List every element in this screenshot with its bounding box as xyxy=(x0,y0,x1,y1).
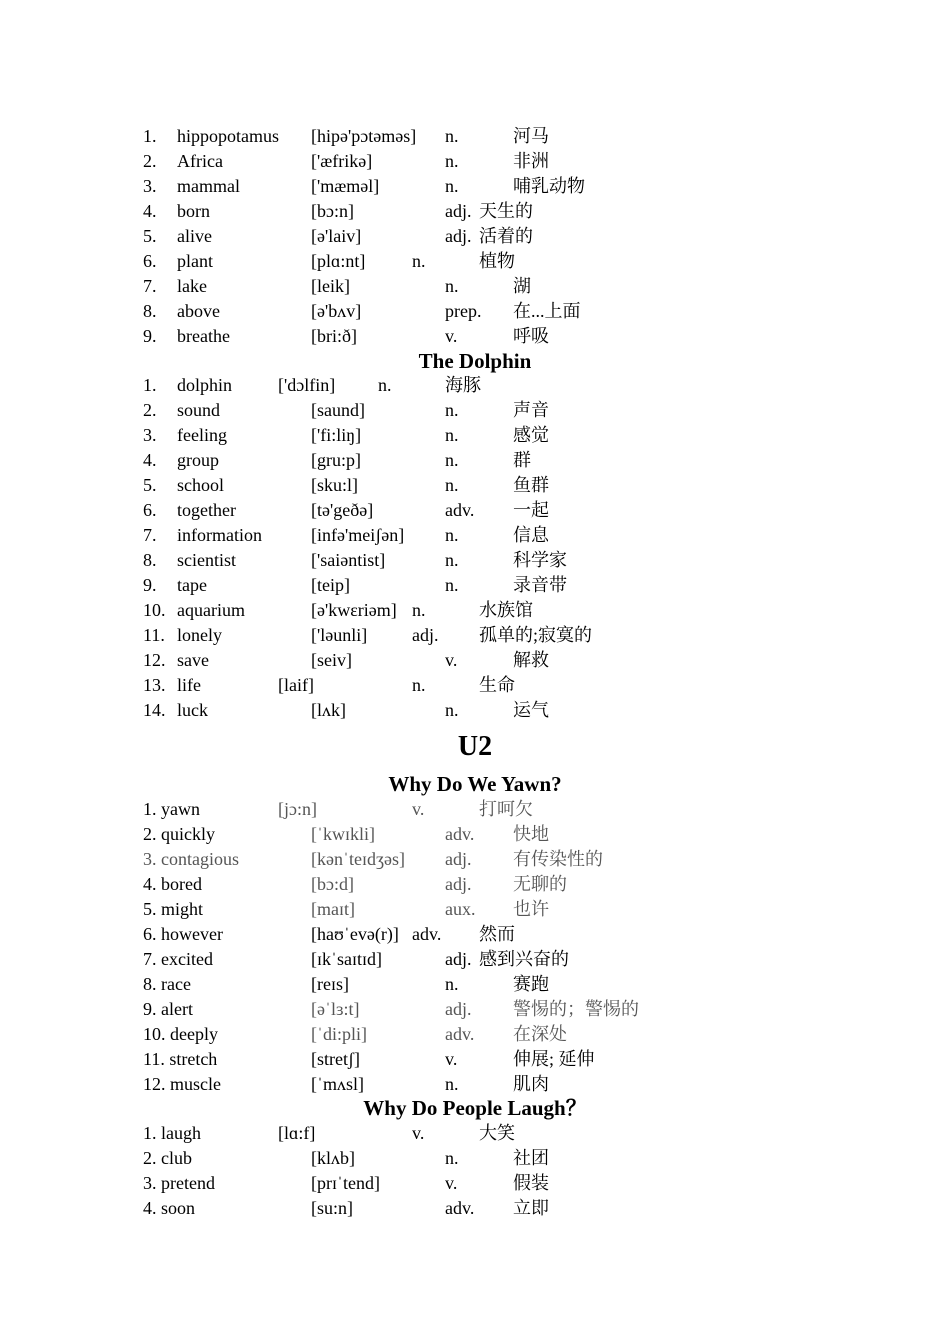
item-number: 14. xyxy=(143,700,166,720)
part-of-speech: v. xyxy=(412,799,425,819)
vocab-row xyxy=(0,947,950,972)
vocab-word: Africa xyxy=(177,151,223,171)
vocab-word: tape xyxy=(177,575,207,595)
vocab-row xyxy=(0,897,950,922)
meaning: 活着的 xyxy=(479,226,533,246)
part-of-speech: n. xyxy=(445,575,459,595)
vocab-row xyxy=(0,498,950,523)
part-of-speech: prep. xyxy=(445,301,482,321)
meaning: 有传染性的 xyxy=(513,849,603,869)
vocab-word: 12. muscle xyxy=(143,1074,221,1094)
vocab-word: save xyxy=(177,650,209,670)
meaning: 运气 xyxy=(513,700,549,720)
vocab-word: 8. race xyxy=(143,974,191,994)
meaning: 非洲 xyxy=(513,151,549,171)
part-of-speech: n. xyxy=(445,974,459,994)
vocab-word: group xyxy=(177,450,219,470)
part-of-speech: n. xyxy=(445,550,459,570)
vocab-word: alive xyxy=(177,226,212,246)
phonetic: [ə'kwɛriəm] xyxy=(311,600,397,620)
meaning: 然而 xyxy=(479,924,515,944)
phonetic: [ɪkˈsaɪtɪd] xyxy=(311,949,382,969)
phonetic: ['mæməl] xyxy=(311,176,380,196)
meaning: 打呵欠 xyxy=(479,799,533,819)
phonetic: [haʊˈevə(r)] xyxy=(311,924,399,944)
meaning: 植物 xyxy=(479,251,515,271)
part-of-speech: n. xyxy=(445,1074,459,1094)
vocab-row xyxy=(0,1196,950,1221)
phonetic: [prɪˈtend] xyxy=(311,1173,380,1193)
part-of-speech: v. xyxy=(445,1173,458,1193)
vocab-row xyxy=(0,623,950,648)
vocab-word: 3. contagious xyxy=(143,849,239,869)
vocab-word: school xyxy=(177,475,224,495)
meaning: 解救 xyxy=(513,650,549,670)
part-of-speech: adj. xyxy=(445,226,472,246)
part-of-speech: adj. xyxy=(445,874,472,894)
vocab-row xyxy=(0,847,950,872)
vocab-row xyxy=(0,398,950,423)
item-number: 2. xyxy=(143,400,157,420)
part-of-speech: n. xyxy=(445,700,459,720)
vocab-row xyxy=(0,124,950,149)
item-number: 4. xyxy=(143,201,157,221)
phonetic: [bɔ:d] xyxy=(311,874,354,894)
vocab-word: life xyxy=(177,675,201,695)
vocab-word: 4. bored xyxy=(143,874,202,894)
vocab-word: sound xyxy=(177,400,221,420)
phonetic: [hipə'pɔtəməs] xyxy=(311,126,417,146)
item-number: 8. xyxy=(143,550,157,570)
meaning: 立即 xyxy=(513,1198,549,1218)
vocab-word: plant xyxy=(177,251,213,271)
vocab-row xyxy=(0,573,950,598)
phonetic: [tə'geðə] xyxy=(311,500,374,520)
unit-heading: U2 xyxy=(457,731,493,762)
meaning: 群 xyxy=(513,450,531,470)
part-of-speech: adv. xyxy=(445,500,475,520)
vocab-word: 2. club xyxy=(143,1148,192,1168)
phonetic: [saund] xyxy=(311,400,365,420)
section-heading-laugh: Why Do People Laugh？ xyxy=(363,1096,587,1120)
vocab-word: 10. deeply xyxy=(143,1024,218,1044)
item-number: 3. xyxy=(143,425,157,445)
vocab-row xyxy=(0,224,950,249)
part-of-speech: n. xyxy=(445,276,459,296)
meaning: 快地 xyxy=(513,824,549,844)
meaning: 鱼群 xyxy=(513,475,549,495)
item-number: 8. xyxy=(143,301,157,321)
meaning: 假装 xyxy=(513,1173,549,1193)
vocab-row xyxy=(0,324,950,349)
vocab-row xyxy=(0,1047,950,1072)
meaning: 感觉 xyxy=(513,425,549,445)
part-of-speech: n. xyxy=(445,400,459,420)
vocab-word: lonely xyxy=(177,625,222,645)
part-of-speech: n. xyxy=(378,375,392,395)
phonetic: [sku:l] xyxy=(311,475,358,495)
vocab-row xyxy=(0,1146,950,1171)
vocab-row xyxy=(0,1072,950,1097)
phonetic: ['saiəntist] xyxy=(311,550,386,570)
item-number: 1. xyxy=(143,375,157,395)
vocab-row xyxy=(0,523,950,548)
part-of-speech: aux. xyxy=(445,899,476,919)
meaning: 一起 xyxy=(513,500,549,520)
part-of-speech: v. xyxy=(445,1049,458,1069)
vocab-row xyxy=(0,423,950,448)
item-number: 2. xyxy=(143,151,157,171)
item-number: 13. xyxy=(143,675,166,695)
meaning: 哺乳动物 xyxy=(513,176,585,196)
meaning: 河马 xyxy=(513,126,549,146)
phonetic: [laif] xyxy=(278,675,314,695)
phonetic: ['dɔlfin] xyxy=(278,375,336,395)
phonetic: [klʌb] xyxy=(311,1148,355,1168)
phonetic: [ˈkwɪkli] xyxy=(311,824,375,844)
item-number: 1. xyxy=(143,126,157,146)
phonetic: [gru:p] xyxy=(311,450,361,470)
phonetic: ['æfrikə] xyxy=(311,151,373,171)
vocab-word: 11. stretch xyxy=(143,1049,218,1069)
phonetic: [seiv] xyxy=(311,650,352,670)
phonetic: [plɑ:nt] xyxy=(311,251,366,271)
vocab-row xyxy=(0,648,950,673)
vocab-word: 2. quickly xyxy=(143,824,215,844)
meaning: 也许 xyxy=(513,899,549,919)
vocab-word: breathe xyxy=(177,326,230,346)
item-number: 4. xyxy=(143,450,157,470)
part-of-speech: n. xyxy=(412,600,426,620)
meaning: 孤单的;寂寞的 xyxy=(479,625,593,645)
part-of-speech: adv. xyxy=(445,824,475,844)
part-of-speech: n. xyxy=(445,176,459,196)
part-of-speech: v. xyxy=(445,326,458,346)
part-of-speech: adv. xyxy=(445,1024,475,1044)
phonetic: [ə'bʌv] xyxy=(311,301,362,321)
item-number: 5. xyxy=(143,475,157,495)
part-of-speech: n. xyxy=(445,151,459,171)
meaning: 在深处 xyxy=(513,1024,567,1044)
vocab-word: 4. soon xyxy=(143,1198,196,1218)
vocab-row xyxy=(0,1171,950,1196)
vocab-row xyxy=(0,972,950,997)
phonetic: ['ləunli] xyxy=(311,625,368,645)
phonetic: [teip] xyxy=(311,575,350,595)
part-of-speech: adv. xyxy=(445,1198,475,1218)
vocab-row xyxy=(0,473,950,498)
meaning: 呼吸 xyxy=(513,326,549,346)
vocab-word: aquarium xyxy=(177,600,245,620)
vocab-word: 1. laugh xyxy=(143,1123,201,1143)
meaning: 伸展; 延伸 xyxy=(513,1049,595,1069)
vocab-word: scientist xyxy=(177,550,236,570)
meaning: 无聊的 xyxy=(513,874,567,894)
part-of-speech: n. xyxy=(445,525,459,545)
meaning: 在...上面 xyxy=(513,301,581,321)
meaning: 感到兴奋的 xyxy=(479,949,569,969)
item-number: 6. xyxy=(143,251,157,271)
vocab-row xyxy=(0,1121,950,1146)
vocab-row xyxy=(0,274,950,299)
meaning: 科学家 xyxy=(513,550,567,570)
part-of-speech: adj. xyxy=(412,625,439,645)
phonetic: [əˈlɜ:t] xyxy=(311,999,360,1019)
phonetic: [leik] xyxy=(311,276,350,296)
vocab-row xyxy=(0,698,950,723)
vocab-row xyxy=(0,673,950,698)
phonetic: [su:n] xyxy=(311,1198,353,1218)
part-of-speech: n. xyxy=(445,475,459,495)
meaning: 赛跑 xyxy=(513,974,549,994)
meaning: 声音 xyxy=(513,400,549,420)
phonetic: [ˈdi:pli] xyxy=(311,1024,367,1044)
meaning: 肌肉 xyxy=(513,1074,549,1094)
vocab-row xyxy=(0,249,950,274)
vocab-word: 7. excited xyxy=(143,949,213,969)
part-of-speech: adj. xyxy=(445,849,472,869)
phonetic: [ə'laiv] xyxy=(311,226,362,246)
meaning: 天生的 xyxy=(479,201,533,221)
part-of-speech: adj. xyxy=(445,999,472,1019)
vocab-word: lake xyxy=(177,276,207,296)
vocab-row xyxy=(0,922,950,947)
part-of-speech: n. xyxy=(412,675,426,695)
vocab-word: above xyxy=(177,301,220,321)
vocab-word: 6. however xyxy=(143,924,223,944)
vocab-row xyxy=(0,448,950,473)
phonetic: [kənˈteɪdʒəs] xyxy=(311,849,405,869)
item-number: 7. xyxy=(143,525,157,545)
vocab-row xyxy=(0,598,950,623)
vocab-word: together xyxy=(177,500,236,520)
vocab-word: luck xyxy=(177,700,208,720)
vocab-word: 9. alert xyxy=(143,999,193,1019)
item-number: 5. xyxy=(143,226,157,246)
item-number: 6. xyxy=(143,500,157,520)
vocab-row xyxy=(0,822,950,847)
phonetic: [reɪs] xyxy=(311,974,349,994)
part-of-speech: v. xyxy=(445,650,458,670)
item-number: 9. xyxy=(143,575,157,595)
phonetic: [bɔ:n] xyxy=(311,201,354,221)
item-number: 10. xyxy=(143,600,166,620)
phonetic: [infə'meiʃən] xyxy=(311,525,405,545)
phonetic: [jɔ:n] xyxy=(278,799,317,819)
phonetic: [stretʃ] xyxy=(311,1049,360,1069)
phonetic: [lʌk] xyxy=(311,700,346,720)
vocab-word: feeling xyxy=(177,425,227,445)
phonetic: [maɪt] xyxy=(311,899,355,919)
meaning: 信息 xyxy=(513,525,549,545)
phonetic: [bri:ð] xyxy=(311,326,357,346)
vocab-word: 5. might xyxy=(143,899,204,919)
vocab-word: dolphin xyxy=(177,375,233,395)
vocab-row xyxy=(0,199,950,224)
vocab-word: hippopotamus xyxy=(177,126,279,146)
meaning: 生命 xyxy=(479,675,515,695)
phonetic: ['fi:liŋ] xyxy=(311,425,362,445)
part-of-speech: n. xyxy=(412,251,426,271)
part-of-speech: adj. xyxy=(445,949,472,969)
part-of-speech: v. xyxy=(412,1123,425,1143)
vocab-row xyxy=(0,299,950,324)
part-of-speech: n. xyxy=(445,126,459,146)
section-heading-yawn: Why Do We Yawn? xyxy=(388,772,562,796)
vocab-word: mammal xyxy=(177,176,240,196)
item-number: 7. xyxy=(143,276,157,296)
part-of-speech: n. xyxy=(445,1148,459,1168)
vocab-word: 1. yawn xyxy=(143,799,200,819)
vocab-row xyxy=(0,797,950,822)
vocab-word: 3. pretend xyxy=(143,1173,215,1193)
meaning: 大笑 xyxy=(479,1123,515,1143)
meaning: 录音带 xyxy=(513,575,567,595)
meaning: 海豚 xyxy=(445,375,481,395)
vocab-word: information xyxy=(177,525,262,545)
meaning: 水族馆 xyxy=(479,600,533,620)
part-of-speech: adv. xyxy=(412,924,442,944)
part-of-speech: n. xyxy=(445,425,459,445)
meaning: 湖 xyxy=(513,276,531,296)
item-number: 9. xyxy=(143,326,157,346)
part-of-speech: adj. xyxy=(445,201,472,221)
item-number: 11. xyxy=(143,625,165,645)
vocab-row xyxy=(0,872,950,897)
part-of-speech: n. xyxy=(445,450,459,470)
vocab-row xyxy=(0,174,950,199)
meaning: 警惕的；警惕的 xyxy=(513,999,639,1019)
section-heading-dolphin: The Dolphin xyxy=(418,349,532,373)
phonetic: [lɑ:f] xyxy=(278,1123,316,1143)
vocab-row xyxy=(0,373,950,398)
item-number: 3. xyxy=(143,176,157,196)
vocab-row xyxy=(0,548,950,573)
item-number: 12. xyxy=(143,650,166,670)
vocab-row xyxy=(0,149,950,174)
phonetic: [ˈmʌsl] xyxy=(311,1074,364,1094)
vocab-word: born xyxy=(177,201,210,221)
vocab-row xyxy=(0,997,950,1022)
vocab-row xyxy=(0,1022,950,1047)
meaning: 社团 xyxy=(513,1148,549,1168)
